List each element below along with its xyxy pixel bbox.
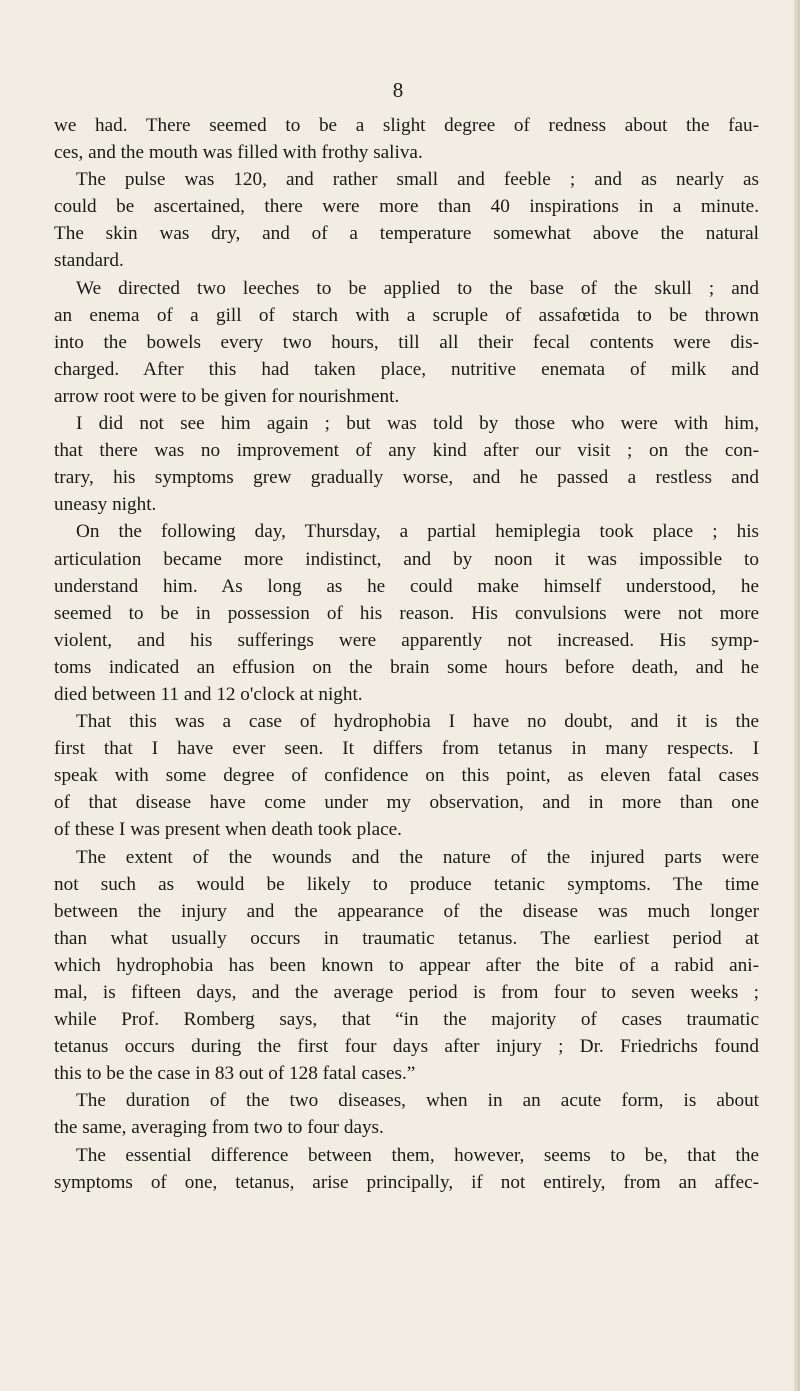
body-text <box>54 112 759 1196</box>
text-line: toms indicated an effusion on the brain some hours before death, and he <box>54 656 759 678</box>
text-line: I did not see him again ; but was told by those who were with him, <box>76 413 759 435</box>
text-line: The pulse was 120, and rather small and feeble ; and as nearly as <box>76 169 759 191</box>
text-line: died between 11 and 12 o'clock at night. <box>54 683 363 705</box>
text-line: The duration of the two diseases, when in an acute form, is about <box>76 1090 759 1112</box>
text-line: this to be the case in 83 out of 128 fatal cases.” <box>54 1063 416 1085</box>
text-line: charged. After this had taken place, nutritive enemata of milk and <box>54 358 759 380</box>
text-line: an enema of a gill of starch with a scruple of assafœtida to be thrown <box>54 304 759 326</box>
text-line: That this was a case of hydrophobia I have no doubt, and it is the <box>76 711 759 733</box>
text-line: uneasy night. <box>54 494 157 516</box>
text-line: we had. There seemed to be a slight degree of redness about the fau- <box>54 115 759 136</box>
text-line: ces, and the mouth was filled with frothy saliva. <box>54 142 423 164</box>
text-line: seemed to be in possession of his reason. His convulsions were not more <box>54 602 759 624</box>
text-line: into the bowels every two hours, till all their fecal contents were dis- <box>54 331 759 353</box>
text-line: We directed two leeches to be applied to the base of the skull ; and <box>76 277 759 299</box>
text-line: On the following day, Thursday, a partial hemiplegia took place ; his <box>76 521 759 543</box>
text-line: of these I was present when death took place. <box>54 819 402 841</box>
text-line: The skin was dry, and of a temperature somewhat above the natural <box>54 223 759 245</box>
text-line: the same, averaging from two to four days. <box>54 1117 384 1139</box>
text-line: speak with some degree of confidence on this point, as eleven fatal cases <box>54 765 759 787</box>
text-line: standard. <box>54 250 124 272</box>
text-line: while Prof. Romberg says, that “in the majority of cases traumatic <box>54 1009 759 1031</box>
text-line: between the injury and the appearance of the disease was much longer <box>54 900 759 922</box>
page-number: 8 <box>392 78 404 102</box>
text-line: trary, his symptoms grew gradually worse, and he passed a restless and <box>54 467 759 489</box>
text-line: could be ascertained, there were more than 40 inspirations in a minute. <box>54 196 759 218</box>
text-line: not such as would be likely to produce tetanic symptoms. The time <box>54 873 759 895</box>
text-line: violent, and his sufferings were apparently not increased. His symp- <box>54 629 759 651</box>
text-line: tetanus occurs during the first four days after injury ; Dr. Friedrichs found <box>54 1036 759 1058</box>
text-line: understand him. As long as he could make himself understood, he <box>54 575 759 597</box>
text-line: articulation became more indistinct, and by noon it was impossible to <box>54 548 759 570</box>
text-line: of that disease have come under my observation, and in more than one <box>54 792 759 814</box>
text-line: than what usually occurs in traumatic tetanus. The earliest period at <box>54 927 759 949</box>
text-line: symptoms of one, tetanus, arise principally, if not entirely, from an affec- <box>54 1171 759 1193</box>
text-line: The essential difference between them, however, seems to be, that the <box>76 1144 759 1166</box>
text-line: mal, is fifteen days, and the average period is from four to seven weeks ; <box>54 982 759 1003</box>
page-edge <box>794 0 800 1391</box>
text-line: arrow root were to be given for nourishment. <box>54 385 400 407</box>
text-line: that there was no improvement of any kind after our visit ; on the con- <box>54 440 759 462</box>
text-line: The extent of the wounds and the nature of the injured parts were <box>76 846 759 868</box>
text-line: which hydrophobia has been known to appear after the bite of a rabid ani- <box>54 954 759 976</box>
text-line: first that I have ever seen. It differs from tetanus in many respects. I <box>54 738 759 760</box>
